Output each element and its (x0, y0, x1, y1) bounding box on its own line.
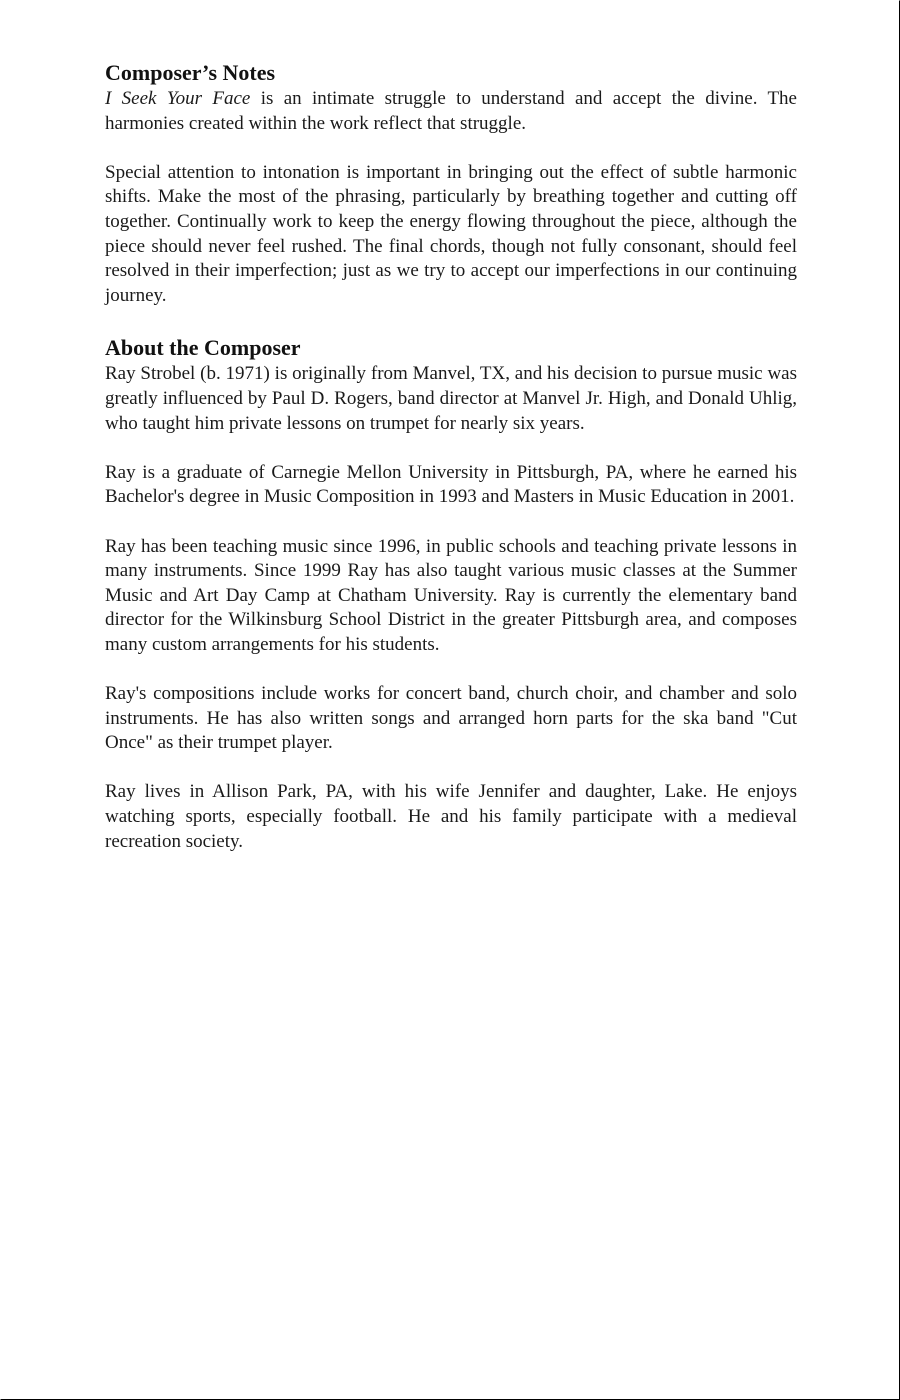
work-title: I Seek Your Face (105, 88, 251, 109)
composers-notes-paragraph-2: Special attention to intonation is important in bringing out the effect of subtle harmonic shifts. Make the most of the phrasing, particularly by breathing together and cutting off together. Continually work to keep the energy flowing throughout the piece, although the piece should never feel rushed. The final chords, though not fully consonant, should feel resolved in their imperfection; just as we try to accept our imperfections in our continuing journey. (105, 161, 797, 306)
about-paragraph-3: Ray has been teaching music since 1996, in public schools and teaching private lessons in many instruments. Since 1999 Ray has also taught various music classes at the Summer Music and Art Day Camp at Chatham University. Ray is currently the elementary band director for the Wilkinsburg School District in the greater Pittsburgh area, and composes many custom arrangements for his students. (105, 535, 797, 655)
about-composer-section (105, 334, 797, 854)
composers-notes-intro (105, 87, 797, 136)
about-paragraph-4: Ray's compositions include works for concert band, church choir, and chamber and solo instruments. He has also written songs and arranged horn parts for the ska band "Cut Once" as their trumpet player. (105, 683, 797, 754)
about-paragraph-2: Ray is a graduate of Carnegie Mellon University in Pittsburgh, PA, where he earned his Bachelor's degree in Music Composition in 1993 and Masters in Music Education in 2001. (105, 461, 797, 508)
about-composer-heading: About the Composer (105, 335, 301, 361)
page-content (105, 59, 797, 854)
about-paragraph-1: Ray Strobel (b. 1971) is originally from Manvel, TX, and his decision to pursue music was greatly influenced by Paul D. Rogers, band director at Manvel Jr. High, and Donald Uhlig, who taught him private lessons on trumpet for nearly six years. (105, 363, 797, 434)
composers-notes-heading: Composer’s Notes (105, 60, 276, 85)
composers-notes-section (105, 59, 797, 308)
about-paragraph-5: Ray lives in Allison Park, PA, with his wife Jennifer and daughter, Lake. He enjoys watching sports, especially football. He and his family participate with a medieval recreation society. (105, 781, 797, 852)
composers-notes-intro-text: is an intimate struggle to understand and accept the divine. The harmonies created within the work reflect that struggle. (105, 88, 797, 134)
